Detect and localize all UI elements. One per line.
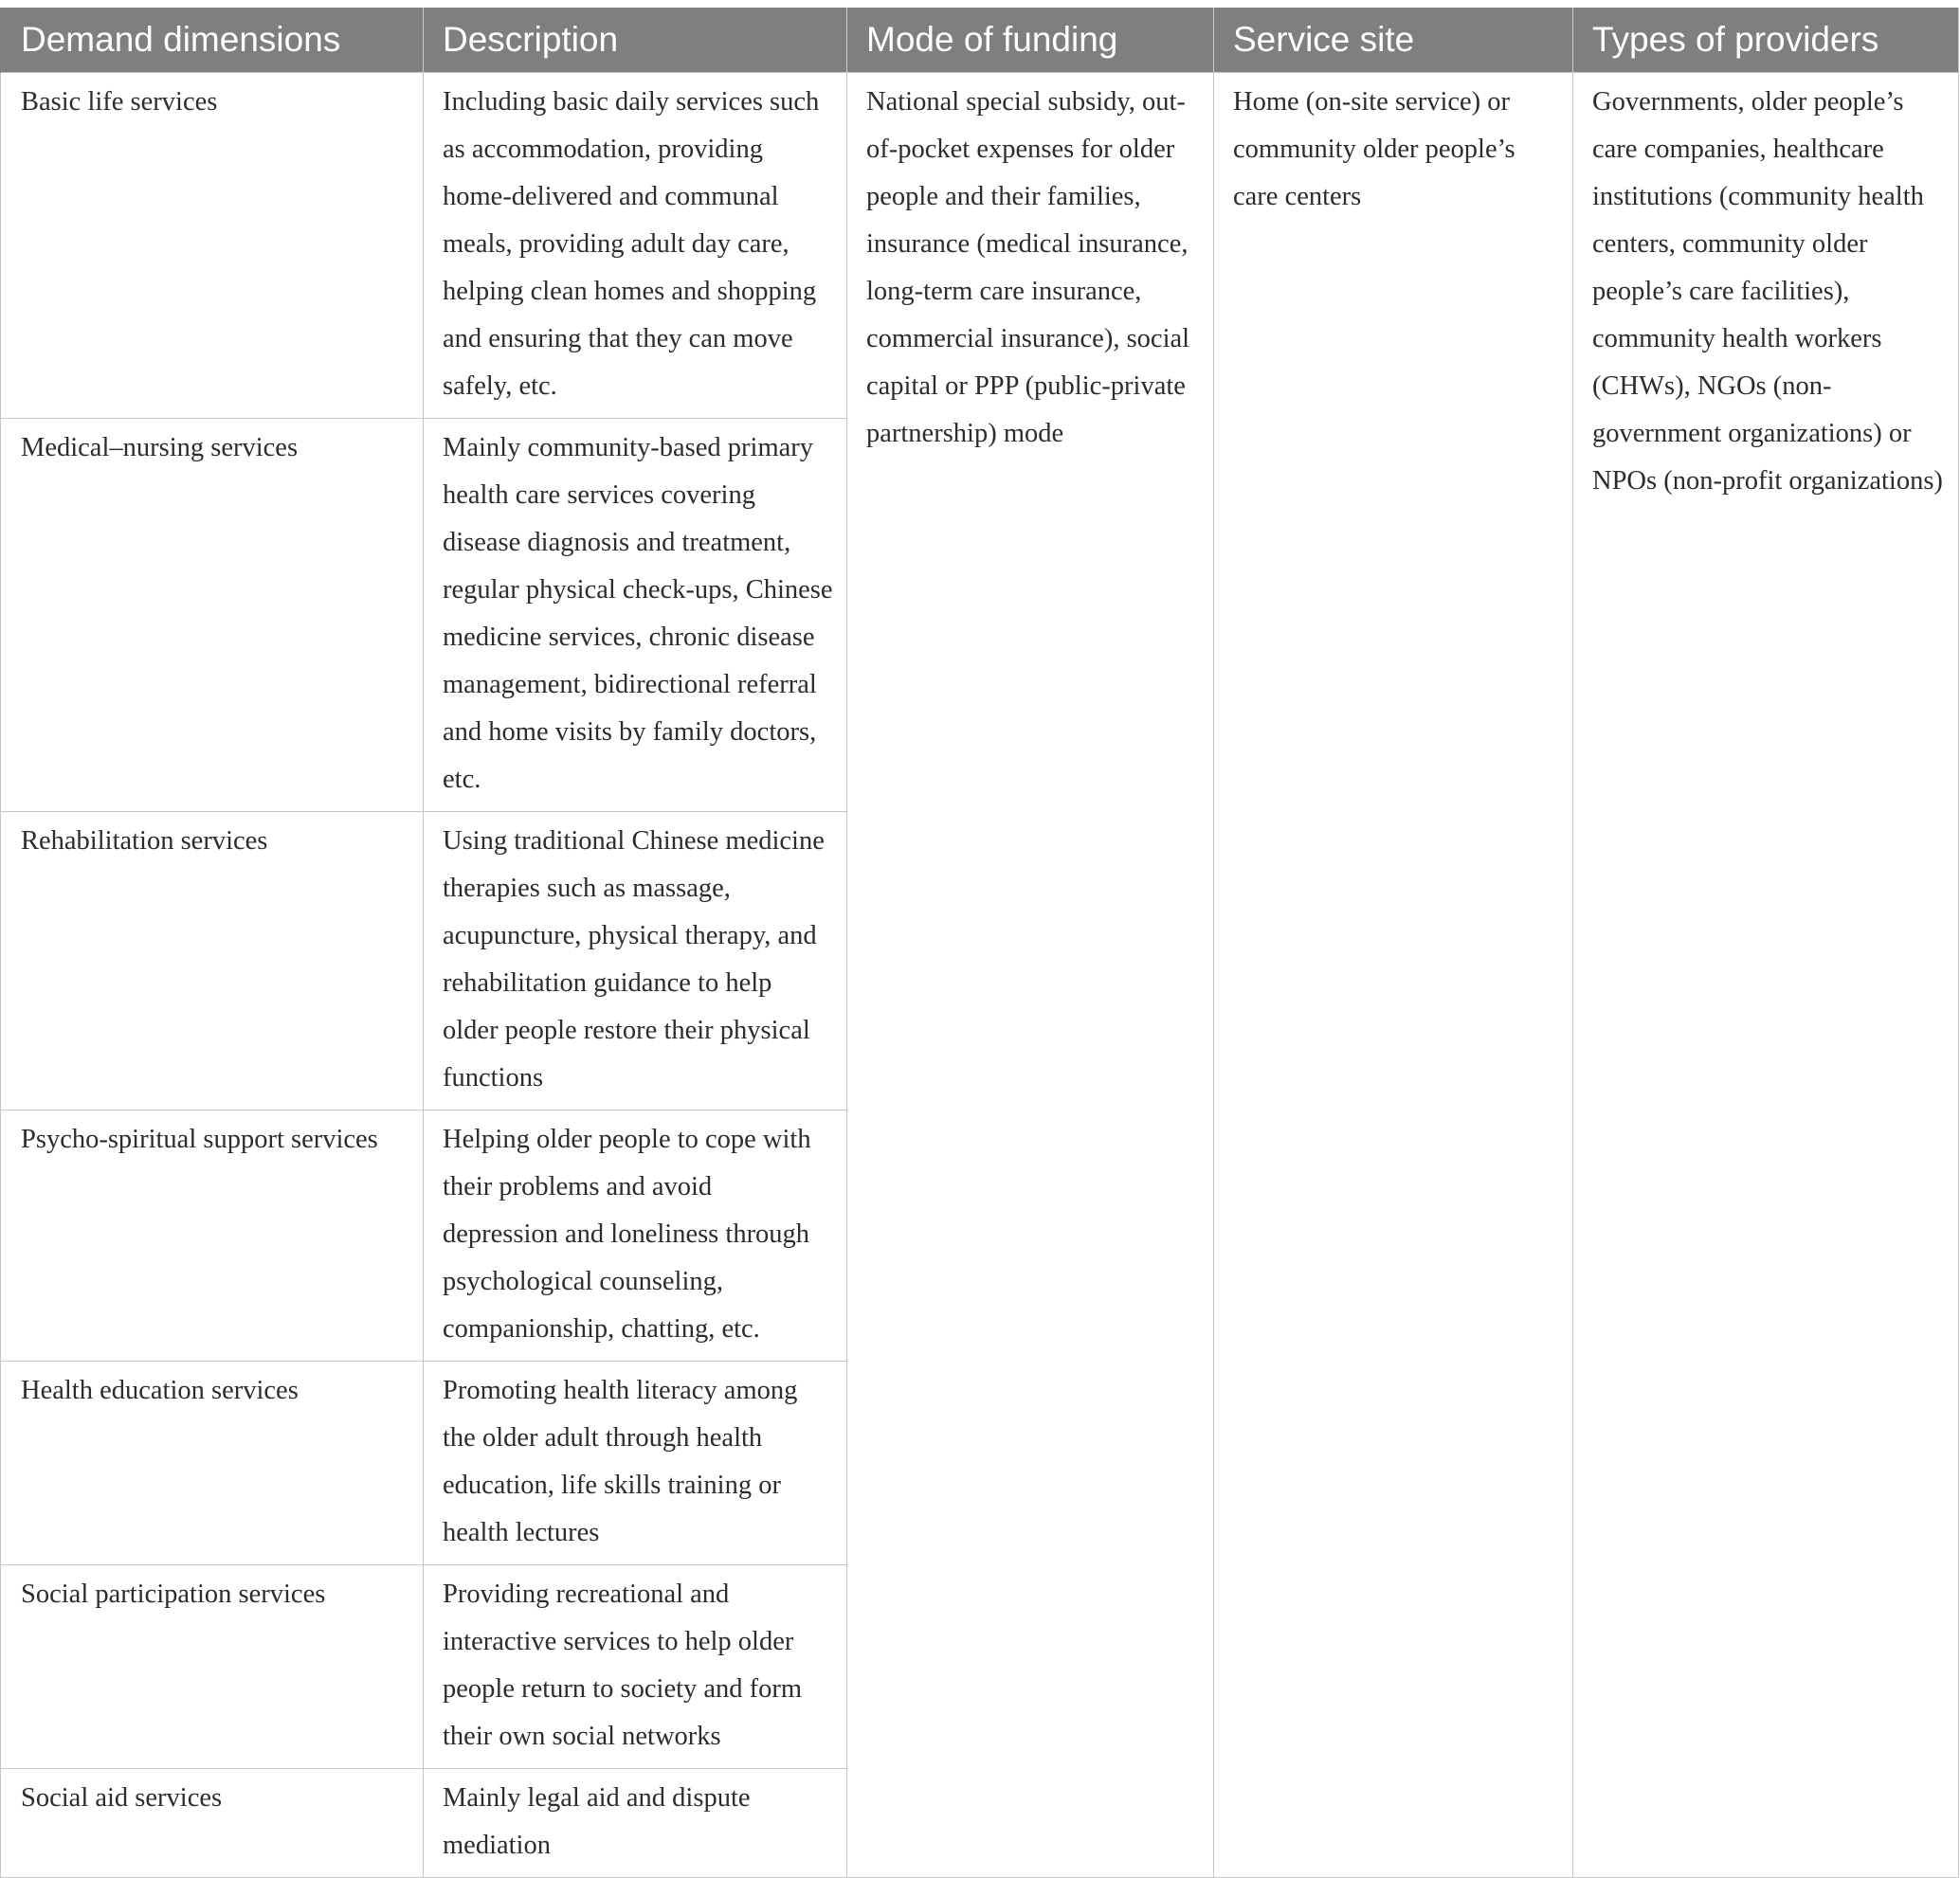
- header-row: [1, 8, 1959, 72]
- header-service-site: Service site: [1214, 8, 1573, 72]
- cell-demand-dimension: Rehabilitation services: [1, 811, 424, 1110]
- header-demand-dimensions: Demand dimensions: [1, 8, 424, 72]
- cell-description: Promoting health literacy among the older adult through health education, life skills training or health lectures: [424, 1361, 847, 1564]
- cell-description: Using traditional Chinese medicine therapies such as massage, acupuncture, physical therapy, and rehabilitation guidance to help older people restore their physical functions: [424, 811, 847, 1110]
- cell-demand-dimension: Medical–nursing services: [1, 418, 424, 811]
- cell-description: Providing recreational and interactive services to help older people return to society and form their own social networks: [424, 1564, 847, 1768]
- table-row: [1, 72, 1959, 418]
- cell-demand-dimension: Psycho-spiritual support services: [1, 1110, 424, 1361]
- cell-description: Including basic daily services such as accommodation, providing home-delivered and communal meals, providing adult day care, helping clean homes and shopping and ensuring that they can move safely, etc.: [424, 72, 847, 418]
- cell-mode-of-funding: National special subsidy, out-of-pocket expenses for older people and their families, insurance (medical insurance, long-term care insurance, commercial insurance), social capital or PPP (public-private partnership) mode: [847, 72, 1214, 1877]
- table-body: [1, 72, 1959, 1877]
- cell-types-of-providers: Governments, older people’s care companies, healthcare institutions (community health centers, community older people’s care facilities), community health workers (CHWs), NGOs (non-government organizations) or NPOs (non-profit organizations): [1573, 72, 1959, 1877]
- header-types-of-providers: Types of providers: [1573, 8, 1959, 72]
- cell-description: Mainly community-based primary health care services covering disease diagnosis and treatment, regular physical check-ups, Chinese medicine services, chronic disease management, bidirectional referral and home visits by family doctors, etc.: [424, 418, 847, 811]
- cell-demand-dimension: Health education services: [1, 1361, 424, 1564]
- services-table: [0, 8, 1959, 1878]
- header-description: Description: [424, 8, 847, 72]
- services-table-container: [0, 8, 1958, 1878]
- header-mode-of-funding: Mode of funding: [847, 8, 1214, 72]
- table-header: [1, 8, 1959, 72]
- cell-demand-dimension: Social participation services: [1, 1564, 424, 1768]
- cell-description: Mainly legal aid and dispute mediation: [424, 1768, 847, 1877]
- cell-description: Helping older people to cope with their problems and avoid depression and loneliness through psychological counseling, companionship, chatting, etc.: [424, 1110, 847, 1361]
- cell-demand-dimension: Basic life services: [1, 72, 424, 418]
- cell-service-site: Home (on-site service) or community older people’s care centers: [1214, 72, 1573, 1877]
- cell-demand-dimension: Social aid services: [1, 1768, 424, 1877]
